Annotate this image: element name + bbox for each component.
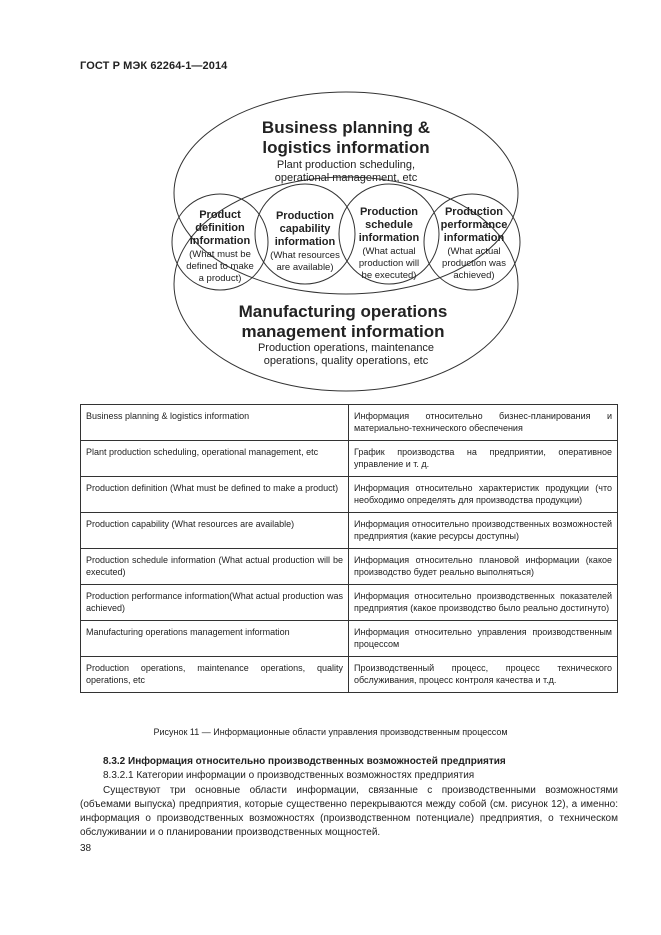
table-row (81, 513, 618, 549)
circle-2-sub-2: are available) (276, 262, 334, 273)
circle-4-sub-3: achieved) (453, 270, 495, 281)
circle-2-title-2: capability (279, 223, 331, 235)
term-english: Manufacturing operations management information (81, 621, 349, 657)
page-number: 38 (80, 843, 92, 854)
circle-2-title-1: Production (275, 210, 335, 222)
term-russian: Информация относительно плановой информации (какое производство будет реально выполняться) (349, 549, 618, 585)
term-english: Production schedule information (What actual production will be executed) (81, 549, 349, 585)
table-row (81, 441, 618, 477)
term-russian: График производства на предприятии, оперативное управление и т. д. (349, 441, 618, 477)
table-row (81, 405, 618, 441)
document-code: ГОСТ Р МЭК 62264-1—2014 (80, 60, 228, 72)
term-russian: Информация относительно производственных показателей предприятия (какое производство было реально достигнуто) (349, 585, 618, 621)
table-row (81, 585, 618, 621)
circle-3-sub-1: (What actual (362, 246, 416, 257)
circle-2-sub-1: (What resources (270, 250, 340, 261)
information-areas-diagram (0, 0, 661, 400)
circle-4-sub-2: production was (442, 258, 506, 269)
circle-3-title-3: information (358, 232, 420, 244)
term-russian: Информация относительно характеристик продукции (что необходимо определять для производства продукции) (349, 477, 618, 513)
term-english: Business planning & logistics information (81, 405, 349, 441)
top-region-sub-2: operational management, etc (274, 172, 418, 184)
table-row (81, 477, 618, 513)
circle-1-sub-2: defined to make (186, 261, 254, 272)
term-english: Production definition (What must be defined to make a product) (81, 477, 349, 513)
terms-table (80, 404, 618, 693)
subsection-title: 8.3.2.1 Категории информации о производственных возможностях предприятия (103, 770, 475, 781)
circle-4-title-3: information (443, 232, 505, 244)
term-english: Production capability (What resources are available) (81, 513, 349, 549)
term-english: Production performance information(What actual production was achieved) (81, 585, 349, 621)
circle-1-sub-3: a product) (198, 273, 242, 284)
term-russian: Производственный процесс, процесс технического обслуживания, процесс контроля качества и т.д. (349, 657, 618, 693)
term-russian: Информация относительно управления производственным процессом (349, 621, 618, 657)
bottom-region-title-1: Manufacturing operations (238, 302, 448, 321)
bottom-region-title-2: management information (241, 322, 445, 341)
circle-1-title-2: definition (195, 222, 245, 234)
circle-1-title-1: Product (199, 209, 241, 221)
circle-1-sub-1: (What must be (189, 249, 251, 260)
bottom-region-sub-2: operations, quality operations, etc (263, 355, 429, 367)
table-row (81, 549, 618, 585)
table-row (81, 621, 618, 657)
table-row (81, 657, 618, 693)
top-region-title-1: Business planning & (261, 118, 431, 137)
figure-caption: Рисунок 11 — Информационные области управления производственным процессом (153, 727, 508, 737)
term-russian: Информация относительно производственных возможностей предприятия (какие ресурсы доступны) (349, 513, 618, 549)
body-paragraph: Существуют три основные области информации, связанные с производственными возможностями (объемами выпуска) предприятия, которые существенно перекрываются между собой (см. рисунок 12), а именно: информация о производственных возможностях (производственном потенциале) предприятия, о техническом обслуживании и о планировании производственных мощностей. (80, 785, 618, 838)
circle-2-title-3: information (274, 236, 336, 248)
section-title: 8.3.2 Информация относительно производственных возможностей предприятия (103, 756, 506, 767)
bottom-region-sub-1: Production operations, maintenance (257, 342, 435, 354)
circle-3-sub-3: be executed) (361, 270, 417, 281)
term-russian: Информация относительно бизнес-планирования и материально-технического обеспечения (349, 405, 618, 441)
circle-3-title-2: schedule (365, 219, 413, 231)
circle-4-sub-1: (What actual (447, 246, 501, 257)
circle-1-title-3: information (189, 235, 251, 247)
circle-3-title-1: Production (359, 206, 419, 218)
circle-4-title-1: Production (444, 206, 504, 218)
top-region-sub-1: Plant production scheduling, (276, 159, 416, 171)
term-english: Production operations, maintenance operations, quality operations, etc (81, 657, 349, 693)
top-region-title-2: logistics information (262, 138, 430, 157)
circle-4-title-2: performance (440, 219, 508, 231)
term-english: Plant production scheduling, operational management, etc (81, 441, 349, 477)
circle-3-sub-2: production will (358, 258, 420, 269)
